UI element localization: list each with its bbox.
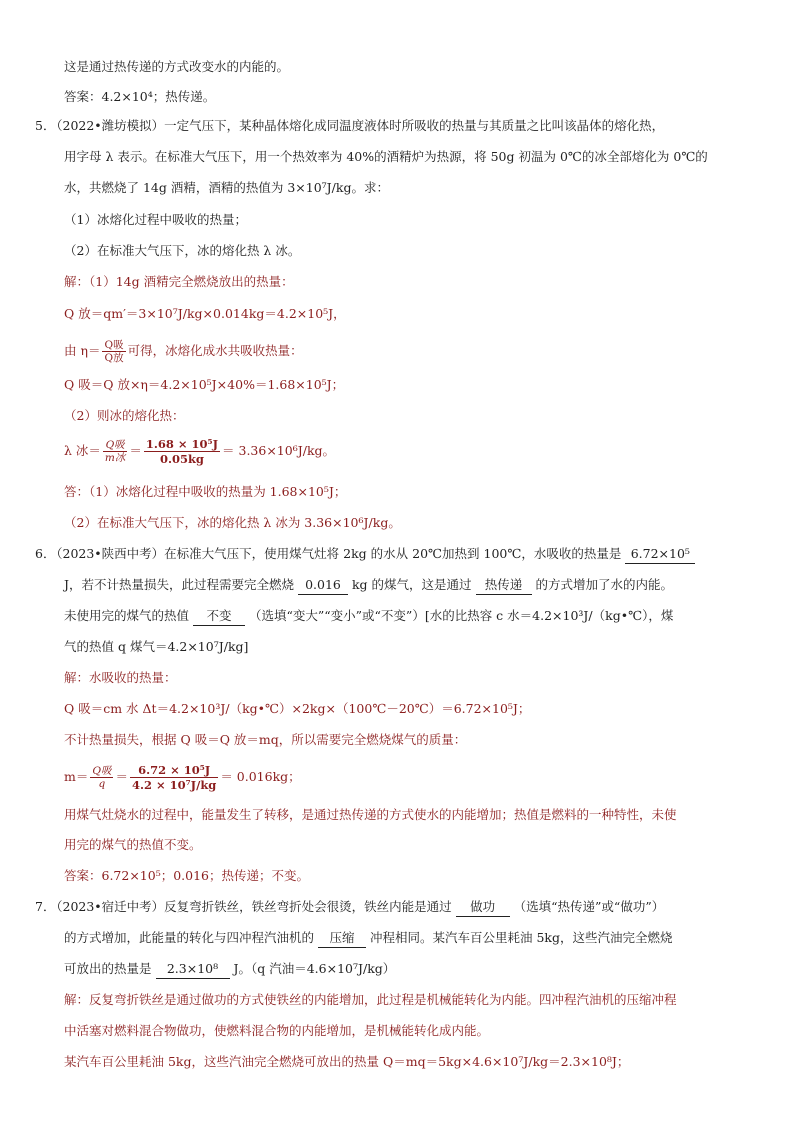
q5-s6-num2: 1.68 × 10⁵J <box>145 437 219 451</box>
q5-solution-5: （2）则冰的熔化热： <box>64 408 185 423</box>
q5-s3-prefix: 由 η＝ <box>64 343 101 358</box>
q5-solution-1: 解：（1）14g 酒精完全燃烧放出的热量： <box>64 274 294 289</box>
q5-s6-num1: Q吸 <box>103 439 127 452</box>
q6-solution-6: 用完的煤气的热值不变。 <box>64 837 202 852</box>
q6-blank-2: 0.016 <box>298 576 348 595</box>
q5-s3-fraction <box>102 339 125 364</box>
q7-l1-text-b: （选填“热传递”或“做功”） <box>513 899 665 914</box>
q7-l3-text-b: J。（q 汽油＝4.6×10⁷J/kg） <box>233 961 396 976</box>
q5-answer-1: 答：（1）冰熔化过程中吸收的热量为 1.68×10⁵J； <box>64 484 347 499</box>
q6-s4-prefix: m＝ <box>64 769 89 784</box>
q5-line-5: （2）在标准大气压下，冰的熔化热 λ 冰。 <box>64 243 301 258</box>
q7-line-3 <box>64 960 395 979</box>
q5-s6-den2: 0.05kg <box>159 452 204 466</box>
q5-s6-fraction-1 <box>103 439 127 464</box>
q6-blank-3: 热传递 <box>476 576 532 595</box>
q5-s6-den1: m冰 <box>104 452 126 464</box>
q5-line-1: （2022•潍坊模拟）一定气压下，某种晶体熔化成同温度液体时所吸收的热量与其质量之比叫该晶体的熔化热， <box>50 118 665 133</box>
q6-l2-text-a: J，若不计热量损失，此过程需要完全燃烧 <box>64 577 295 592</box>
q6-s4-num2: 6.72 × 10⁵J <box>130 763 218 778</box>
q5-solution-6 <box>64 431 335 471</box>
q7-line-2 <box>64 929 673 948</box>
q6-s4-fraction-1 <box>90 765 113 790</box>
intro-line: 这是通过热传递的方式改变水的内能的。 <box>64 59 290 74</box>
q7-l1-text-a: （2023•宿迁中考）反复弯折铁丝，铁丝弯折处会很烫，铁丝内能是通过 <box>50 899 452 914</box>
q7-solution-2: 中活塞对燃料混合物做功，使燃料混合物的内能增加，是机械能转化成内能。 <box>64 1023 490 1038</box>
q6-solution-5: 用煤气灶烧水的过程中，能量发生了转移，是通过热传递的方式使水的内能增加；热值是燃料的一种特性，未使 <box>64 807 677 822</box>
q6-s4-eq: ＝ <box>115 769 128 784</box>
q5-s3-den: Q放 <box>104 352 124 364</box>
q5-line-3: 水，共燃烧了 14g 酒精，酒精的热值为 3×10⁷J/kg。求： <box>64 180 389 195</box>
q6-line-3 <box>64 607 673 626</box>
q5-number: 5． <box>35 118 56 133</box>
q6-l1-text: （2023•陕西中考）在标准大气压下，使用煤气灶将 2kg 的水从 20℃加热到 100℃，水吸收的热量是 <box>50 546 622 561</box>
q7-solution-1: 解：反复弯折铁丝是通过做功的方式使铁丝的内能增加，此过程是机械能转化为内能。四冲程汽油机的压缩冲程 <box>64 992 677 1007</box>
q6-solution-3: 不计热量损失，根据 Q 吸＝Q 放＝mq，所以需要完全燃烧煤气的质量： <box>64 732 467 747</box>
q7-solution-3: 某汽车百公里耗油 5kg，这些汽油完全燃烧可放出的热量 Q＝mq＝5kg×4.6×10⁷J/kg＝2.3×10⁸J； <box>64 1054 630 1069</box>
q6-blank-1: 6.72×10⁵ <box>625 545 695 564</box>
q5-solution-3 <box>64 333 303 369</box>
q5-line-4: （1）冰熔化过程中吸收的热量； <box>64 212 247 227</box>
q6-answer: 答案：6.72×10⁵；0.016；热传递；不变。 <box>64 868 310 883</box>
q6-s4-num1: Q吸 <box>92 765 112 777</box>
q6-l2-text-b: kg 的煤气，这是通过 <box>351 577 472 592</box>
q5-s3-num: Q吸 <box>104 339 124 351</box>
q6-line-2 <box>64 576 673 595</box>
q5-line-2: 用字母 λ 表示。在标准大气压下，用一个热效率为 40%的酒精炉为热源，将 50g 初温为 0℃的冰全部熔化为 0℃的 <box>64 149 708 164</box>
q6-l3-text-b: （选填“变大”“变小”或“不变”）[水的比热容 c 水＝4.2×10³J/（kg•℃），煤 <box>248 608 674 623</box>
q7-blank-3: 2.3×10⁸ <box>156 960 230 979</box>
q6-s4-den1: q <box>98 778 106 790</box>
q6-solution-2: Q 吸＝cm 水 Δt＝4.2×10³J/（kg•℃）×2kg×（100℃－20℃）＝6.72×10⁵J； <box>64 701 531 716</box>
q6-solution-1: 解：水吸收的热量： <box>64 670 177 685</box>
q7-line-1 <box>50 898 664 917</box>
q6-s4-result: ＝ 0.016kg； <box>220 769 301 784</box>
q5-s6-result: ＝ 3.36×10⁶J/kg。 <box>222 443 336 458</box>
q6-number: 6． <box>35 546 56 561</box>
q5-s6-prefix: λ 冰＝ <box>64 443 101 458</box>
q6-blank-4: 不变 <box>193 607 245 626</box>
q7-l2-text-b: 冲程相同。某汽车百公里耗油 5kg，这些汽油完全燃烧 <box>369 930 673 945</box>
q5-s3-suffix: 可得，冰熔化成水共吸收热量： <box>127 343 303 358</box>
q7-blank-2: 压缩 <box>318 929 366 948</box>
q5-solution-2: Q 放＝qm′＝3×10⁷J/kg×0.014kg＝4.2×10⁵J， <box>64 306 346 321</box>
q5-solution-4: Q 吸＝Q 放×η＝4.2×10⁵J×40%＝1.68×10⁵J； <box>64 377 345 392</box>
q5-s6-eq: ＝ <box>129 443 142 458</box>
intro-answer: 答案：4.2×10⁴；热传递。 <box>64 89 216 104</box>
q7-l2-text-a: 的方式增加，此能量的转化与四冲程汽油机的 <box>64 930 315 945</box>
q5-answer-2: （2）在标准大气压下，冰的熔化热 λ 冰为 3.36×10⁶J/kg。 <box>64 515 401 530</box>
q7-l3-text-a: 可放出的热量是 <box>64 961 152 976</box>
q5-s6-fraction-2 <box>144 437 220 466</box>
q6-line-1 <box>50 545 695 564</box>
q6-s4-fraction-2 <box>130 763 218 792</box>
q7-blank-1: 做功 <box>456 898 510 917</box>
q6-l3-text-a: 未使用完的煤气的热值 <box>64 608 190 623</box>
q6-l2-text-c: 的方式增加了水的内能。 <box>535 577 674 592</box>
q6-line-4: 气的热值 q 煤气＝4.2×10⁷J/kg] <box>64 639 249 654</box>
q7-number: 7． <box>35 899 56 914</box>
q6-s4-den2: 4.2 × 10⁷J/kg <box>131 778 217 792</box>
q6-solution-4 <box>64 757 301 797</box>
